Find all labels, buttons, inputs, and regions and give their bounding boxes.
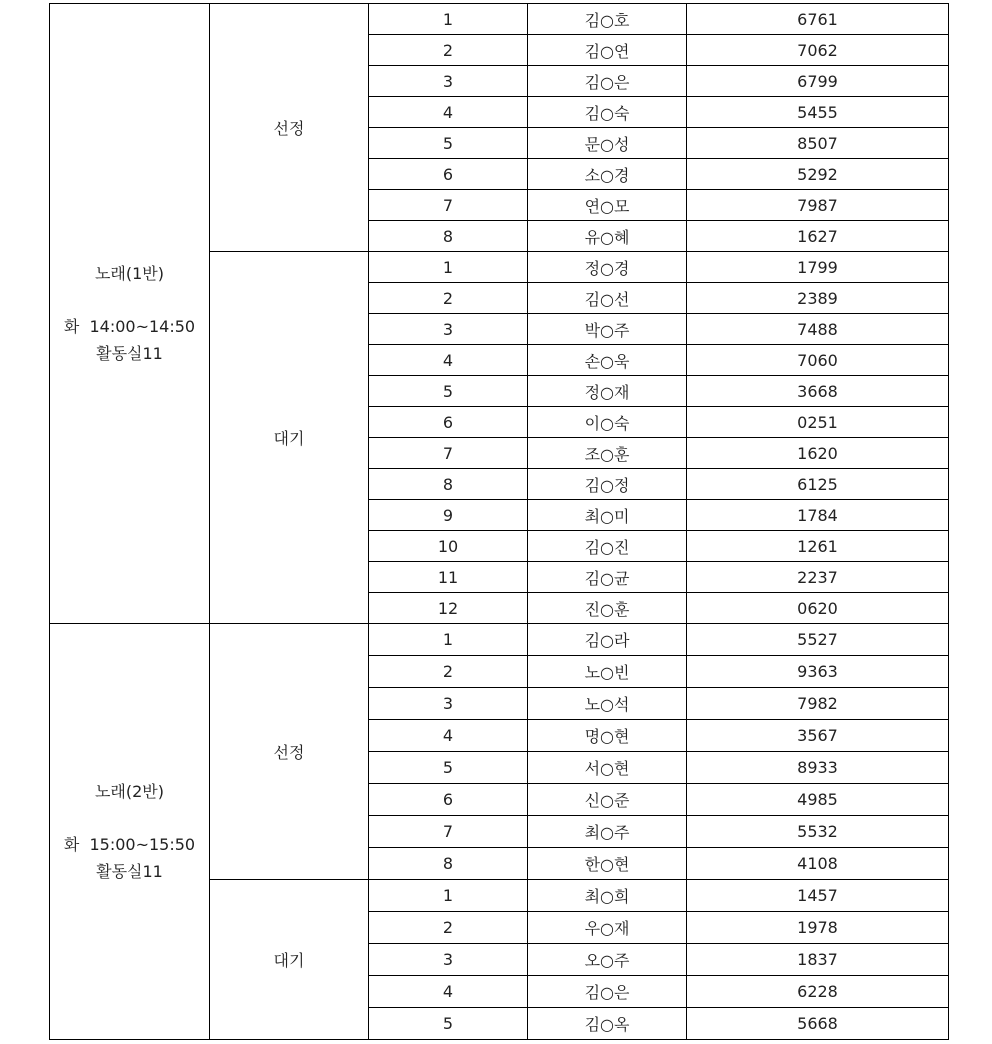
member-code: 7488 [687, 314, 949, 345]
member-code: 4108 [687, 848, 949, 880]
row-number: 2 [369, 283, 528, 314]
member-name: 김○은 [528, 66, 687, 97]
row-number: 5 [369, 1008, 528, 1040]
row-number: 2 [369, 912, 528, 944]
member-name: 김○선 [528, 283, 687, 314]
class-name: 노래(2반) [94, 782, 165, 801]
row-number: 5 [369, 752, 528, 784]
row-number: 7 [369, 438, 528, 469]
class-info-cell [50, 4, 210, 624]
member-name: 김○라 [528, 624, 687, 656]
row-number: 1 [369, 252, 528, 283]
member-code: 6125 [687, 469, 949, 500]
table-row [50, 624, 949, 656]
member-name: 명○현 [528, 720, 687, 752]
member-code: 7987 [687, 190, 949, 221]
row-number: 2 [369, 656, 528, 688]
member-code: 5527 [687, 624, 949, 656]
member-name: 연○모 [528, 190, 687, 221]
group-label: 선정 [210, 624, 369, 880]
member-code: 8933 [687, 752, 949, 784]
member-code: 5455 [687, 97, 949, 128]
row-number: 3 [369, 688, 528, 720]
row-number: 9 [369, 500, 528, 531]
member-code: 8507 [687, 128, 949, 159]
row-number: 6 [369, 784, 528, 816]
row-number: 6 [369, 159, 528, 190]
member-name: 노○빈 [528, 656, 687, 688]
member-name: 서○현 [528, 752, 687, 784]
member-name: 유○혜 [528, 221, 687, 252]
member-name: 신○준 [528, 784, 687, 816]
member-name: 이○숙 [528, 407, 687, 438]
member-name: 한○현 [528, 848, 687, 880]
member-name: 정○경 [528, 252, 687, 283]
member-name: 김○정 [528, 469, 687, 500]
member-code: 5668 [687, 1008, 949, 1040]
member-code: 2389 [687, 283, 949, 314]
member-name: 최○희 [528, 880, 687, 912]
member-code: 4985 [687, 784, 949, 816]
class-room: 활동실11 [96, 862, 163, 881]
member-code: 1620 [687, 438, 949, 469]
group-label: 대기 [210, 880, 369, 1040]
row-number: 7 [369, 816, 528, 848]
member-code: 1627 [687, 221, 949, 252]
member-code: 1457 [687, 880, 949, 912]
row-number: 4 [369, 345, 528, 376]
member-code: 6228 [687, 976, 949, 1008]
enrollment-table [49, 3, 949, 1040]
row-number: 5 [369, 376, 528, 407]
enrollment-table-body [50, 4, 949, 1040]
row-number: 1 [369, 4, 528, 35]
member-name: 소○경 [528, 159, 687, 190]
member-name: 최○미 [528, 500, 687, 531]
table-row [50, 4, 949, 35]
member-code: 5292 [687, 159, 949, 190]
member-name: 우○재 [528, 912, 687, 944]
member-code: 1978 [687, 912, 949, 944]
row-number: 3 [369, 944, 528, 976]
member-code: 1837 [687, 944, 949, 976]
row-number: 10 [369, 531, 528, 562]
row-number: 3 [369, 66, 528, 97]
member-name: 최○주 [528, 816, 687, 848]
member-name: 오○주 [528, 944, 687, 976]
row-number: 1 [369, 880, 528, 912]
member-code: 7062 [687, 35, 949, 66]
class-name: 노래(1반) [94, 264, 165, 283]
class-room: 활동실11 [96, 344, 163, 363]
member-code: 3668 [687, 376, 949, 407]
row-number: 5 [369, 128, 528, 159]
row-number: 1 [369, 624, 528, 656]
row-number: 6 [369, 407, 528, 438]
member-code: 0620 [687, 593, 949, 624]
member-code: 7982 [687, 688, 949, 720]
member-name: 김○균 [528, 562, 687, 593]
group-label: 대기 [210, 252, 369, 624]
row-number: 12 [369, 593, 528, 624]
member-name: 김○숙 [528, 97, 687, 128]
member-code: 9363 [687, 656, 949, 688]
member-code: 5532 [687, 816, 949, 848]
row-number: 3 [369, 314, 528, 345]
class-schedule: 화 15:00~15:50 [63, 835, 196, 854]
member-code: 1799 [687, 252, 949, 283]
member-name: 노○석 [528, 688, 687, 720]
member-name: 손○욱 [528, 345, 687, 376]
member-name: 김○옥 [528, 1008, 687, 1040]
row-number: 7 [369, 190, 528, 221]
member-code: 6799 [687, 66, 949, 97]
class-info-cell [50, 624, 210, 1040]
row-number: 4 [369, 720, 528, 752]
member-code: 3567 [687, 720, 949, 752]
member-name: 김○은 [528, 976, 687, 1008]
member-name: 김○연 [528, 35, 687, 66]
row-number: 8 [369, 221, 528, 252]
row-number: 11 [369, 562, 528, 593]
member-code: 0251 [687, 407, 949, 438]
member-name: 박○주 [528, 314, 687, 345]
class-schedule: 화 14:00~14:50 [63, 317, 196, 336]
row-number: 4 [369, 97, 528, 128]
member-name: 문○성 [528, 128, 687, 159]
member-name: 진○훈 [528, 593, 687, 624]
member-name: 김○진 [528, 531, 687, 562]
row-number: 8 [369, 469, 528, 500]
row-number: 2 [369, 35, 528, 66]
member-code: 2237 [687, 562, 949, 593]
member-code: 7060 [687, 345, 949, 376]
member-name: 조○훈 [528, 438, 687, 469]
row-number: 8 [369, 848, 528, 880]
row-number: 4 [369, 976, 528, 1008]
member-code: 6761 [687, 4, 949, 35]
member-code: 1261 [687, 531, 949, 562]
member-name: 정○재 [528, 376, 687, 407]
member-code: 1784 [687, 500, 949, 531]
group-label: 선정 [210, 4, 369, 252]
member-name: 김○호 [528, 4, 687, 35]
